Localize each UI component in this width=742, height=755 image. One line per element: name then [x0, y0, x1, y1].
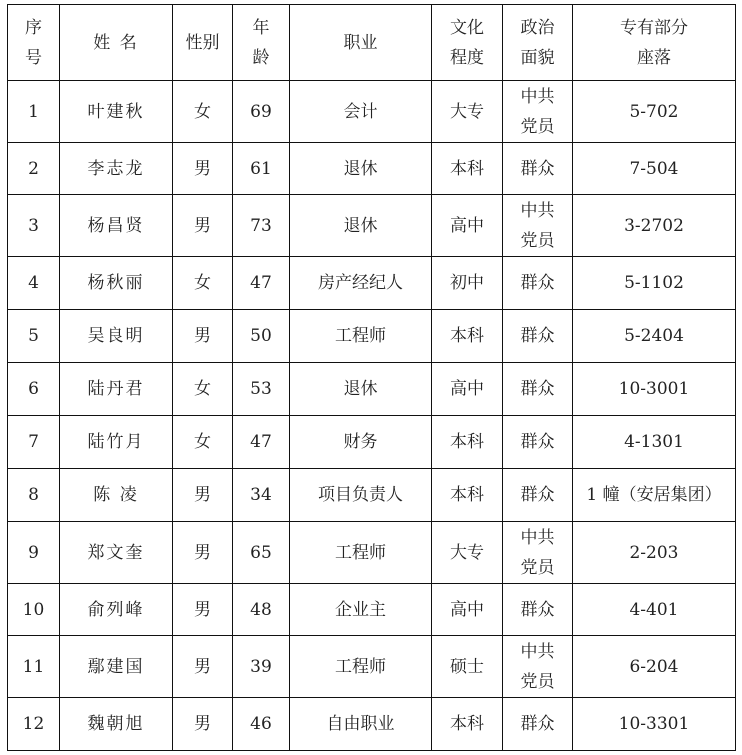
cell-party: 中共 党员 — [503, 81, 573, 143]
table-row — [8, 195, 736, 257]
cell-age: 53 — [233, 363, 290, 416]
cell-name: 吴良明 — [60, 310, 173, 363]
cell-age: 34 — [233, 469, 290, 522]
cell-edu: 本科 — [432, 143, 503, 195]
cell-gender: 女 — [173, 257, 233, 310]
cell-no: 8 — [8, 469, 60, 522]
cell-name: 鄢建国 — [60, 636, 173, 698]
cell-unit: 7-504 — [573, 143, 736, 195]
cell-no: 9 — [8, 522, 60, 584]
cell-no: 4 — [8, 257, 60, 310]
cell-party: 群众 — [503, 143, 573, 195]
cell-unit: 1 幢（安居集团） — [573, 469, 736, 522]
cell-unit: 2-203 — [573, 522, 736, 584]
header-unit: 专有部分 座落 — [573, 5, 736, 81]
table-row — [8, 584, 736, 636]
cell-age: 73 — [233, 195, 290, 257]
cell-gender: 女 — [173, 81, 233, 143]
table-row — [8, 257, 736, 310]
cell-no: 12 — [8, 698, 60, 751]
cell-party: 群众 — [503, 416, 573, 469]
cell-edu: 本科 — [432, 469, 503, 522]
cell-job: 自由职业 — [290, 698, 432, 751]
cell-no: 6 — [8, 363, 60, 416]
cell-party: 群众 — [503, 310, 573, 363]
table-row — [8, 469, 736, 522]
cell-party: 群众 — [503, 698, 573, 751]
cell-job: 工程师 — [290, 636, 432, 698]
cell-edu: 高中 — [432, 195, 503, 257]
cell-edu: 大专 — [432, 522, 503, 584]
cell-gender: 男 — [173, 469, 233, 522]
cell-name: 杨昌贤 — [60, 195, 173, 257]
cell-unit: 10-3301 — [573, 698, 736, 751]
cell-name: 魏朝旭 — [60, 698, 173, 751]
table-row — [8, 143, 736, 195]
cell-no: 7 — [8, 416, 60, 469]
table-row — [8, 416, 736, 469]
cell-no: 11 — [8, 636, 60, 698]
cell-unit: 4-1301 — [573, 416, 736, 469]
cell-party: 中共 党员 — [503, 195, 573, 257]
cell-gender: 男 — [173, 584, 233, 636]
cell-name: 杨秋丽 — [60, 257, 173, 310]
table-row — [8, 522, 736, 584]
header-party: 政治 面貌 — [503, 5, 573, 81]
cell-gender: 男 — [173, 195, 233, 257]
cell-edu: 高中 — [432, 584, 503, 636]
cell-edu: 大专 — [432, 81, 503, 143]
cell-gender: 男 — [173, 698, 233, 751]
cell-name: 俞列峰 — [60, 584, 173, 636]
resident-table — [7, 4, 736, 751]
cell-party: 群众 — [503, 584, 573, 636]
header-name: 姓 名 — [60, 5, 173, 81]
cell-edu: 硕士 — [432, 636, 503, 698]
cell-name: 叶建秋 — [60, 81, 173, 143]
cell-name: 陈 凌 — [60, 469, 173, 522]
cell-job: 项目负责人 — [290, 469, 432, 522]
cell-age: 61 — [233, 143, 290, 195]
cell-no: 3 — [8, 195, 60, 257]
cell-age: 65 — [233, 522, 290, 584]
cell-no: 2 — [8, 143, 60, 195]
cell-unit: 5-1102 — [573, 257, 736, 310]
header-edu: 文化 程度 — [432, 5, 503, 81]
cell-gender: 女 — [173, 363, 233, 416]
cell-job: 工程师 — [290, 310, 432, 363]
cell-age: 47 — [233, 416, 290, 469]
cell-unit: 6-204 — [573, 636, 736, 698]
cell-edu: 本科 — [432, 698, 503, 751]
header-gender: 性别 — [173, 5, 233, 81]
cell-age: 46 — [233, 698, 290, 751]
cell-no: 5 — [8, 310, 60, 363]
cell-edu: 初中 — [432, 257, 503, 310]
cell-unit: 4-401 — [573, 584, 736, 636]
cell-gender: 男 — [173, 636, 233, 698]
cell-edu: 高中 — [432, 363, 503, 416]
table-row — [8, 636, 736, 698]
cell-age: 48 — [233, 584, 290, 636]
cell-party: 群众 — [503, 363, 573, 416]
cell-party: 中共 党员 — [503, 522, 573, 584]
cell-unit: 5-2404 — [573, 310, 736, 363]
cell-age: 50 — [233, 310, 290, 363]
cell-job: 企业主 — [290, 584, 432, 636]
table-row — [8, 363, 736, 416]
cell-job: 退休 — [290, 195, 432, 257]
cell-name: 陆丹君 — [60, 363, 173, 416]
header-job: 职业 — [290, 5, 432, 81]
header-age: 年 龄 — [233, 5, 290, 81]
cell-edu: 本科 — [432, 310, 503, 363]
cell-gender: 男 — [173, 310, 233, 363]
table-row — [8, 698, 736, 751]
cell-gender: 男 — [173, 143, 233, 195]
cell-job: 会计 — [290, 81, 432, 143]
cell-unit: 10-3001 — [573, 363, 736, 416]
cell-job: 工程师 — [290, 522, 432, 584]
cell-unit: 3-2702 — [573, 195, 736, 257]
cell-edu: 本科 — [432, 416, 503, 469]
table-row — [8, 310, 736, 363]
cell-job: 退休 — [290, 363, 432, 416]
cell-gender: 女 — [173, 416, 233, 469]
cell-job: 财务 — [290, 416, 432, 469]
cell-party: 群众 — [503, 257, 573, 310]
cell-job: 房产经纪人 — [290, 257, 432, 310]
cell-name: 郑文奎 — [60, 522, 173, 584]
cell-no: 1 — [8, 81, 60, 143]
cell-no: 10 — [8, 584, 60, 636]
header-row — [8, 5, 736, 81]
cell-age: 39 — [233, 636, 290, 698]
cell-age: 47 — [233, 257, 290, 310]
table-row — [8, 81, 736, 143]
cell-gender: 男 — [173, 522, 233, 584]
cell-name: 陆竹月 — [60, 416, 173, 469]
cell-party: 群众 — [503, 469, 573, 522]
cell-party: 中共 党员 — [503, 636, 573, 698]
cell-job: 退休 — [290, 143, 432, 195]
cell-age: 69 — [233, 81, 290, 143]
resident-table-container — [7, 4, 735, 750]
header-no: 序 号 — [8, 5, 60, 81]
cell-name: 李志龙 — [60, 143, 173, 195]
cell-unit: 5-702 — [573, 81, 736, 143]
